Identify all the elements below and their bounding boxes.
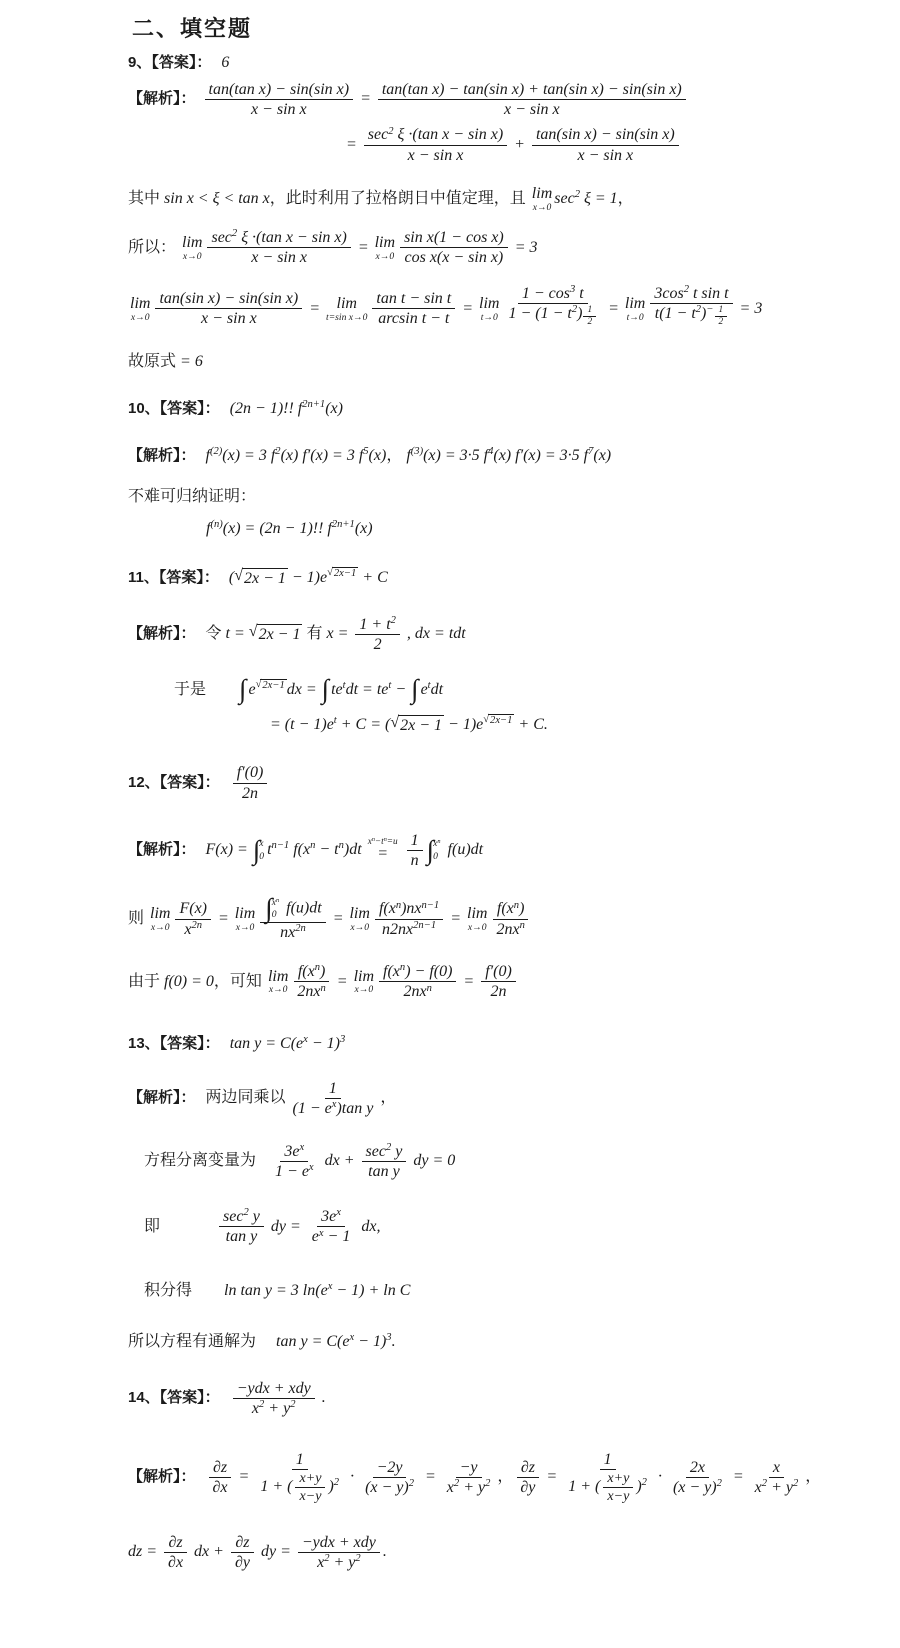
math-t: 令 xyxy=(205,624,226,642)
math-f: $\frac{-2y}{(x - y)^2}$ xyxy=(365,1458,414,1496)
math-expression xyxy=(202,1079,397,1117)
math-f: $\frac{\text{tan(tan x) − sin(sin x)}}{\text{x − sin x}}$ xyxy=(205,80,354,119)
math-f: $\frac{f(x^n) - f(0)}{2nx^n}$ xyxy=(379,962,456,1001)
formula-line xyxy=(128,228,870,267)
math-expression: 令 t = √ 2x − 1 有 x = $\frac{1 + t^2}{2}$ , dx = tdt xyxy=(205,614,466,653)
math-s: 2 xyxy=(355,1553,361,1565)
math-t: 故原式 xyxy=(128,353,177,371)
math-f: $\frac{\partial z}{\partial x}$ xyxy=(164,1533,187,1572)
math-s: n xyxy=(399,962,406,974)
math-s: n−1 xyxy=(421,899,440,911)
formula-line xyxy=(128,763,870,802)
math-f: $\frac{\partial z}{\partial x}$ xyxy=(209,1458,232,1497)
math-s: x xyxy=(299,1142,305,1154)
math-f: $\frac{\sec^2 y}{\text{tan y}}$ xyxy=(362,1142,407,1181)
formula-line xyxy=(128,442,870,465)
math-i: ∫ xyxy=(239,674,247,705)
math-s: 2 xyxy=(716,1478,722,1490)
formula-line xyxy=(128,962,870,1001)
math-f: $\frac{x+y}{x-y}$ xyxy=(603,1470,633,1505)
math-f: $\frac{\text{tan(sin x) − sin(sin x)}}{\text{x − sin x}}$ xyxy=(532,125,679,164)
math-f: $\frac{\partial z}{\partial y}$ xyxy=(516,1458,539,1497)
math-s xyxy=(582,304,597,328)
formula-line xyxy=(128,185,870,213)
formula-line xyxy=(128,284,870,335)
math-expression: 其中 sin x < ξ < tan x，此时利用了拉格朗日中值定理，且 lim x→0 $\sec^2 \xi = 1$， xyxy=(128,184,634,213)
formula-line xyxy=(346,125,870,164)
formula-line xyxy=(128,1533,870,1572)
formula-line xyxy=(128,1079,870,1118)
math-i: ∫ x 0 xyxy=(252,834,265,865)
math-f: $\frac{f'(0)}{2n}$ xyxy=(233,763,268,802)
math-f: $\frac{\text{−ydx + xdy}}{x^2 + y^2}$ xyxy=(233,1379,315,1418)
formula-line xyxy=(128,566,870,588)
math-s: n xyxy=(275,896,280,904)
answer-label: 13、【答案】： xyxy=(128,1034,220,1052)
math-u: lim x→0 xyxy=(182,233,203,262)
math-f: 1 2 xyxy=(583,305,596,328)
formula-line xyxy=(174,676,870,703)
formula-line xyxy=(206,520,870,538)
formula-line xyxy=(128,348,870,371)
math-f: $\frac{1}{2}$ xyxy=(715,305,728,328)
math-r: √ 2x−1 xyxy=(483,713,513,726)
math-t: ，此时利用了拉格朗日中值定理，且 xyxy=(269,189,530,207)
math-t: 两边同乘以 xyxy=(205,1088,286,1106)
math-s: 2 xyxy=(574,188,580,200)
math-expression: (2n − 1)!! $f^{2n+1}(x)$ xyxy=(225,399,343,418)
math-f: $\frac{\sec^2 y}{\text{tan y}}$ xyxy=(219,1207,264,1246)
math-f: $\frac{f(x^n)}{2nx^n}$ xyxy=(492,899,528,938)
analysis-label: 【解析】： xyxy=(128,624,196,642)
math-f: $3\cos^2$ t sin t $t(1 - t^2)^{- \frac{1}{2}}$ xyxy=(650,284,732,335)
math-s: n xyxy=(310,840,316,852)
math-s: 2n−1 xyxy=(413,919,437,931)
math-f: 1 1 + ( $\frac{x+y}{x-y}$ )$^2$ xyxy=(260,1451,340,1505)
math-expression: = $(t - 1)e^t + C$ = ( √ 2x − 1 − 1)e $^{√ 2x-1}$ + C. xyxy=(270,713,548,735)
question-q11 xyxy=(128,566,870,735)
answer-label: 11、【答案】： xyxy=(128,569,219,587)
math-s: n xyxy=(426,982,432,994)
analysis-label: 【解析】： xyxy=(128,1468,196,1486)
math-s: 3 xyxy=(339,1033,346,1045)
math-f: $\frac{f(x^n)nx^{n-1}}{n2nx^{2n-1}}$ xyxy=(375,899,443,938)
formula-line xyxy=(128,80,870,119)
math-s: n xyxy=(395,899,402,911)
math-f: $\frac{\text{tan(tan x) − tan(sin x) + tan(sin x) − sin(sin x)}}{\text{x − sin x}}$ xyxy=(378,80,686,119)
math-s: (2) xyxy=(209,446,223,458)
math-expression: F(x) = ∫ x 0 $t^{n-1}$ $f(x^n - t^n)dt$ $x^n-t^n=u$ = $\frac{1}{n}$ ∫ $x^n$ 0 f(u)dt xyxy=(201,831,484,869)
math-t: 所以： xyxy=(128,238,181,256)
math-s: 2 xyxy=(259,1399,265,1411)
math-s: n xyxy=(437,837,441,845)
math-t: 积分得 xyxy=(144,1281,193,1299)
math-s: 2 xyxy=(390,614,396,626)
math-s: 2 xyxy=(385,1142,392,1154)
math-expression: $\tan y = C(e^x - 1)^3$ xyxy=(225,1033,346,1052)
question-q9 xyxy=(128,51,870,371)
formula-line xyxy=(128,615,870,654)
math-expression: = $\frac{\sec^2 \xi \cdot(\tan x - \sin x)}{\text{x − sin x}}$ + $\frac{\text{tan(sin x) − sin(sin x)}}{\text{x − sin x}}$ xyxy=(346,136,682,153)
answer-label: 12、【答案】： xyxy=(128,773,220,791)
math-u: lim x→0 xyxy=(130,294,151,323)
answer-label: 10、【答案】： xyxy=(128,400,220,418)
math-s: 2 xyxy=(485,1478,491,1490)
math-s: 2 xyxy=(231,228,238,240)
math-t: 不难可归纳证明： xyxy=(128,488,257,506)
math-u: lim x→0 xyxy=(374,233,396,262)
math-f: $\frac{\text{tan(sin x) − sin(sin x)}}{\text{x − sin x}}$ xyxy=(155,289,302,328)
math-r: √ 2x − 1 xyxy=(234,567,286,588)
math-s: n xyxy=(383,836,387,843)
math-f: $\frac{\partial z}{\partial y}$ xyxy=(231,1533,254,1572)
math-f: ∫ $x^n$ 0 f(u)dt $nx^{2n}$ xyxy=(260,896,325,942)
formula-line xyxy=(270,715,870,735)
math-t: 于是 xyxy=(174,680,207,698)
math-s: 4 xyxy=(488,446,494,458)
math-r: √ 2x−1 xyxy=(327,567,357,580)
math-i: ∫ $x^n$ 0 xyxy=(265,893,280,924)
answer-label: 14、【答案】： xyxy=(128,1389,220,1406)
math-s: 2 xyxy=(243,1207,249,1219)
math-expression: 所以方程有通解为 $\tan y = C(e^x - 1)^3$. xyxy=(128,1331,396,1350)
math-s: 2n+1 xyxy=(331,519,355,531)
math-s: 2 xyxy=(695,304,702,316)
math-s: x xyxy=(331,1098,337,1110)
math-f: $\frac{1}{(1 - e^x)\tan y}$ xyxy=(292,1079,374,1117)
math-s: 2 xyxy=(641,1477,647,1489)
math-expression: $\frac{\text{tan(tan x) − sin(sin x)}}{\text{x − sin x}}$ = $\frac{\text{tan(tan x) − tan(sin x) + tan(sin x) − sin(sin x)}}{\text{x − sin x}}$ xyxy=(202,90,689,107)
math-expression: $f^{(n)}(x) = (2n - 1)$!! $f^{2n+1}(x)$ xyxy=(206,519,373,538)
math-f: $\frac{\text{−ydx + xdy}}{x^2 + y^2}$ xyxy=(298,1533,380,1572)
math-expression: 则 lim x→0 $\frac{F(x)}{x^{2n}}$ = lim x→0 ∫ $x^n$ 0 f(u)dt $nx^{2n}$ = lim x→0 $\frac{f(x^n)nx^{n-1}}{n2nx^{2n-1}}$ = lim x→0 $\frac{f(x^n)}{2nx^n}$ xyxy=(128,910,532,927)
math-t: ， xyxy=(386,447,403,465)
math-u: lim x→0 xyxy=(267,967,289,996)
math-u: lim x→0 xyxy=(353,967,375,996)
math-t: ，可知 xyxy=(213,972,266,990)
math-s: 3 xyxy=(569,283,576,295)
math-expression: $f^{(2)}(x) = 3$ $f^2(x) f'(x) = 3$ $f^5(x)$， $f^{(3)}(x) = 3\cdot 5$ $f^4(x) f'(x) = 3\cdot 5$ $f^7(x)$ xyxy=(201,446,612,465)
math-s: n xyxy=(371,836,375,843)
math-s: − 1 2 xyxy=(706,304,728,315)
math-f: $\frac{-y}{x^2 + y^2}$ xyxy=(446,1458,491,1496)
formula-line xyxy=(144,1277,870,1300)
math-f: $\frac{\text{sin x(1 − cos x)}}{\text{cos x(x − sin x)}}$ xyxy=(400,228,508,267)
math-s: t xyxy=(427,680,431,692)
math-r: √ 2x−1 xyxy=(255,678,285,691)
formula-line xyxy=(144,1207,870,1246)
math-f: $\frac{2x}{(x - y)^2}$ xyxy=(672,1458,722,1496)
math-s: t xyxy=(388,680,392,692)
math-s: (n) xyxy=(210,519,223,531)
math-u: lim x→0 xyxy=(531,184,553,213)
math-t: 其中 xyxy=(128,189,165,207)
math-s xyxy=(483,715,514,726)
formula-line xyxy=(128,1328,870,1351)
analysis-label: 【解析】： xyxy=(128,1088,196,1106)
math-f: $\frac{3e^x}{e^x - 1}$ xyxy=(311,1207,351,1246)
math-s: 2 xyxy=(453,1478,460,1490)
section-title: 二、填空题 xyxy=(132,16,253,41)
formula-line xyxy=(128,1032,870,1053)
question-q10 xyxy=(128,397,870,538)
math-u: lim x→0 xyxy=(349,904,370,933)
math-t: 则 xyxy=(128,909,149,927)
math-s: t xyxy=(333,715,337,727)
math-s: t xyxy=(342,680,346,692)
question-q12 xyxy=(128,763,870,1001)
math-f: $\frac{3e^x}{1 - e^x}$ xyxy=(275,1142,314,1181)
math-f: $\frac{f'(0)}{2n}$ xyxy=(481,962,516,1001)
math-s: 2 xyxy=(761,1478,768,1490)
math-s: 2n+1 xyxy=(302,399,326,411)
math-f: $\frac{F(x)}{x^{2n}}$ xyxy=(175,899,211,938)
math-s: 5 xyxy=(363,446,369,458)
math-s: 2 xyxy=(275,446,281,458)
math-r: √ 2x − 1 xyxy=(248,623,301,644)
math-u: lim x→0 xyxy=(467,904,488,933)
math-s: n−1 xyxy=(271,840,290,852)
solutions-content xyxy=(128,51,870,1572)
math-t: ， xyxy=(380,1088,397,1106)
math-t: 由于 xyxy=(128,972,165,990)
math-f: $1 - \cos^3 t$ $1 - (1 - t^2)$ $^{\frac{1}{2}}$ xyxy=(504,284,601,335)
formula-line xyxy=(128,831,870,870)
question-q14 xyxy=(128,1379,870,1573)
formula-line xyxy=(128,483,870,506)
formula-line xyxy=(128,893,870,942)
math-expression: 积分得 ln tan y = 3 $\ln(e^x - 1) + \ln C$ xyxy=(144,1280,411,1299)
math-s: x xyxy=(349,1331,355,1343)
math-expression: dz = $\frac{\partial z}{\partial x}$ dx + $\frac{\partial z}{\partial y}$ dy = $\frac{\text{−ydx + xdy}}{x^2 + y^2}$ . xyxy=(128,1533,387,1572)
math-expression: 所以： lim x→0 $\frac{\sec^2 \xi \cdot(\tan x - \sin x)}{\text{x − sin x}}$ = lim x→0 $\frac{\text{sin x(1 − cos x)}}{\text{cos x(x − sin x)}}$ = 3 xyxy=(128,228,538,267)
math-s: 2 xyxy=(792,1478,799,1490)
analysis-label: 【解析】： xyxy=(128,447,196,465)
math-o: $x^n-t^n=u$ = xyxy=(367,836,398,863)
math-s: 2 xyxy=(683,283,689,295)
math-f: $\frac{1 + t^2}{2}$ xyxy=(355,615,400,654)
math-u: lim x→0 xyxy=(234,904,256,933)
math-s: 3 xyxy=(386,1331,392,1343)
answer-label: 9、【答案】： xyxy=(128,54,212,71)
math-s: 2n xyxy=(295,923,306,935)
formula-line xyxy=(144,1142,870,1181)
math-expression: $\frac{\partial z}{\partial x}$ = 1 1 + ( $\frac{x+y}{x-y}$ )$^2$ · $\frac{-2y}{(x - y)^2}$ = $\frac{-y}{x^2 + y^2}$ ， $\frac{\partial z}{\partial y}$ = 1 1 + ( $\frac{x+y}{x-y}$ )$^2$ · $\frac{2x}{(x - y)^2}$ = $\frac{x}{x^2 + y^2}$ ， xyxy=(202,1468,822,1485)
formula-line xyxy=(128,1450,870,1505)
math-u: lim t→0 xyxy=(479,294,500,323)
math-f: $\frac{x}{x^2 + y^2}$ xyxy=(754,1458,799,1496)
math-expression: 方程分离变量为 $\frac{3e^x}{1 - e^x}$ dx + $\frac{\sec^2 y}{\text{tan y}}$ dy = 0 xyxy=(144,1142,456,1181)
analysis-label: 【解析】： xyxy=(128,90,196,108)
math-s: x xyxy=(308,1162,314,1174)
math-f: $\frac{f(x^n)}{2nx^n}$ xyxy=(293,962,329,1001)
math-i: ∫ $x^n$ 0 xyxy=(426,834,441,865)
math-i: ∫ xyxy=(411,674,419,705)
math-expression: lim x→0 $\frac{\text{tan(sin x) − sin(sin x)}}{\text{x − sin x}}$ = lim t=sin x→0 $\frac{\text{tan t − sin t}}{\text{arcsin t − t}}$ = lim t→0 $1 - \cos^3 t$ $1 - (1 - t^2)$ $^{\frac{1}{2}}$ = lim t→0 $3\cos^2$ t sin t $t(1 - t^2)^{- \frac{1}{2}}$ = 3 xyxy=(128,300,762,317)
math-r: √ 2x − 1 xyxy=(390,714,443,735)
question-q13 xyxy=(128,1032,870,1351)
math-u: lim x→0 xyxy=(150,904,171,933)
math-s: x xyxy=(303,1033,308,1045)
math-t: 方程分离变量为 xyxy=(144,1152,257,1170)
math-f: $\frac{\sec^2 \xi \cdot(\tan x - \sin x)}{\text{x − sin x}}$ xyxy=(207,228,350,267)
math-expression: 由于 f(0) = 0，可知 lim x→0 $\frac{f(x^n)}{2nx^n}$ = lim x→0 $\frac{f(x^n) - f(0)}{2nx^n}$ = $\frac{f'(0)}{2n}$ xyxy=(128,973,519,990)
formula-line xyxy=(128,1379,870,1418)
math-s: n xyxy=(519,919,525,931)
math-expression: 故原式 = 6 xyxy=(128,353,203,371)
math-t: ， xyxy=(617,189,634,207)
math-s: 2 xyxy=(290,1399,296,1411)
math-expression xyxy=(226,764,271,802)
math-t: ， xyxy=(805,1468,822,1486)
math-expression: 即 $\frac{\sec^2 y}{\text{tan y}}$ dy = $\frac{3e^x}{e^x - 1}$ dx, xyxy=(144,1207,381,1246)
math-s: n xyxy=(320,982,326,994)
math-s: 2 xyxy=(571,304,578,316)
math-s: x xyxy=(318,1227,324,1239)
math-s: 2 xyxy=(324,1553,330,1565)
math-t: ， xyxy=(497,1468,514,1486)
math-s: 2 xyxy=(388,125,394,137)
analysis-label: 【解析】： xyxy=(128,841,196,859)
math-i: ∫ xyxy=(321,674,330,705)
math-expression: $\frac{\text{−ydx + xdy}}{x^2 + y^2}$ . xyxy=(226,1389,326,1406)
math-f: $\frac{1}{n}$ xyxy=(407,831,423,870)
math-s: x xyxy=(336,1207,341,1219)
math-f: 1 1 + ( $\frac{x+y}{x-y}$ )$^2$ xyxy=(568,1451,647,1505)
math-f: $\frac{\text{tan t − sin t}}{\text{arcsin t − t}}$ xyxy=(372,289,455,328)
math-s: 7 xyxy=(588,446,594,458)
math-s: 2n xyxy=(191,919,203,931)
math-t: 有 xyxy=(302,624,327,642)
math-f: $\frac{x+y}{x-y}$ xyxy=(295,1470,325,1505)
math-s: n xyxy=(338,840,344,852)
math-s xyxy=(256,680,287,691)
math-expression: 于是 ∫ e $^{√ 2x-1}$ dx = ∫ $te^tdt = te^t$ − ∫ $e^tdt$ xyxy=(174,674,444,705)
math-s: (3) xyxy=(410,446,424,458)
math-s: x xyxy=(327,1280,333,1292)
math-f: $\frac{\sec^2 \xi \cdot(\tan x - \sin x)}{\text{x − sin x}}$ xyxy=(364,125,507,164)
math-t: 所以方程有通解为 xyxy=(128,1332,257,1350)
math-expression: 6 xyxy=(217,54,230,71)
math-s: 2 xyxy=(408,1478,414,1490)
math-t: 即 xyxy=(144,1217,161,1235)
math-s xyxy=(327,568,358,579)
math-expression: ( √ 2x − 1 − 1)e $^{√ 2x-1}$ + C xyxy=(224,567,388,588)
math-s: n xyxy=(513,899,520,911)
formula-line xyxy=(128,397,870,418)
math-expression xyxy=(128,488,256,505)
formula-line xyxy=(128,51,870,72)
math-s: 2 xyxy=(333,1477,340,1489)
math-u: lim t=sin x→0 xyxy=(326,294,368,323)
math-s: n xyxy=(314,962,320,974)
math-u: lim t→0 xyxy=(624,294,646,323)
